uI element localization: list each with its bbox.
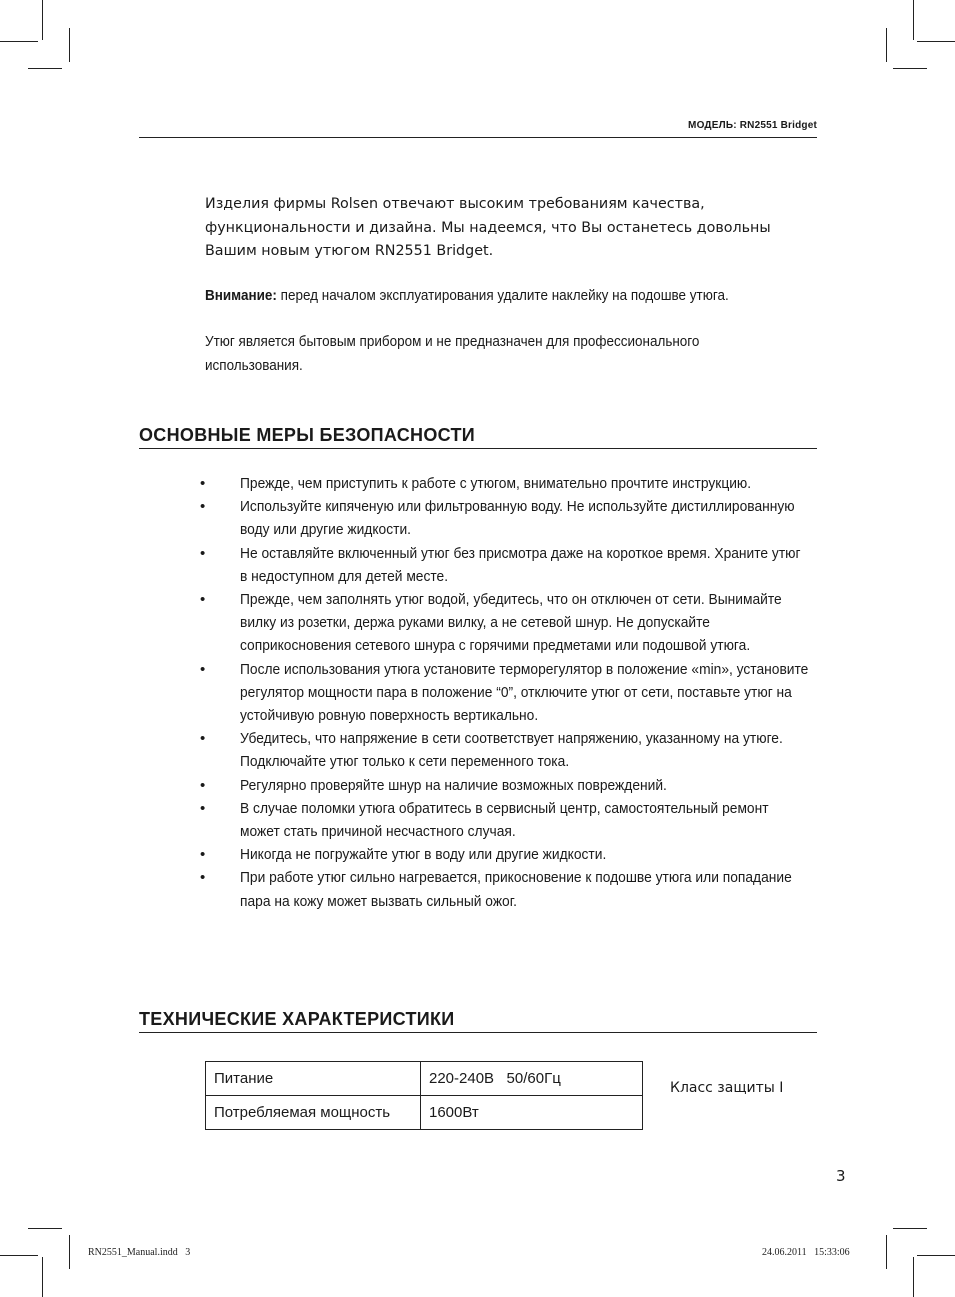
crop-mark (69, 1235, 70, 1269)
list-item: • Прежде, чем приступить к работе с утюгом, внимательно прочтите инструкцию. (200, 472, 812, 495)
table-row (206, 1062, 643, 1096)
list-item: • Регулярно проверяйте шнур на наличие возможных повреждений. (200, 774, 812, 797)
safety-title: ОСНОВНЫЕ МЕРЫ БЕЗОПАСНОСТИ (139, 424, 817, 449)
crop-mark (42, 0, 43, 40)
bullet-icon: • (200, 776, 206, 794)
safety-list (200, 472, 812, 913)
crop-mark (42, 1257, 43, 1297)
list-item: • Не оставляйте включенный утюг без присмотра даже на короткое время. Храните утюг в недоступном для детей месте. (200, 542, 812, 588)
list-item: • При работе утюг сильно нагревается, прикосновение к подошве утюга или попадание пара на кожу может вызвать сильный ожог. (200, 866, 812, 912)
crop-mark (28, 1228, 62, 1229)
bullet-icon: • (200, 660, 206, 678)
table-row (206, 1096, 643, 1130)
intro-paragraph: Изделия фирмы Rolsen отвечают высоким требованиям качества, функциональности и дизайна. Мы надеемся, что Вы останетесь довольны Вашим новым утюгом RN2551 Bridget. (205, 196, 771, 259)
crop-mark (893, 1228, 927, 1229)
bullet-icon: • (200, 544, 206, 562)
bullet-icon: • (200, 498, 206, 516)
spec-label: Потребляемая мощность (206, 1096, 421, 1130)
list-item: • Убедитесь, что напряжение в сети соответствует напряжению, указанному на утюге. Подключайте утюг только к сети переменного тока. (200, 727, 812, 773)
header-rule (139, 137, 817, 138)
crop-mark (913, 1257, 914, 1297)
spec-label: Питание (206, 1062, 421, 1096)
list-item: • Используйте кипяченую или фильтрованную воду. Не используйте дистиллированную воду или другие жидкости. (200, 495, 812, 541)
crop-mark (0, 1255, 38, 1256)
list-item: • После использования утюга установите терморегулятор в положение «min», установите регулятор мощности пара в положение “0”, отключите утюг от сети, поставьте утюг на устойчивую ровную поверхность вертикально. (200, 658, 812, 728)
page-number: 3 (836, 1167, 846, 1185)
list-item: • Прежде, чем заполнять утюг водой, убедитесь, что он отключен от сети. Вынимайте вилку из розетки, держа руками вилку, а не сетевой шнур. Не допускайте соприкосновения сетевого шнура с горячими предметами или подошвой утюга. (200, 588, 812, 658)
bullet-icon: • (200, 846, 206, 864)
spec-value: 220-240В 50/60Гц (421, 1062, 643, 1096)
list-item: • Никогда не погружайте утюг в воду или другие жидкости. (200, 843, 812, 866)
file-slug: RN2551_Manual.indd 3 (88, 1247, 191, 1258)
crop-mark (917, 41, 955, 42)
bullet-icon: • (200, 869, 206, 887)
crop-mark (886, 28, 887, 62)
crop-mark (28, 68, 62, 69)
attention-text: перед началом эксплуатирования удалите наклейку на подошве утюга. (276, 288, 729, 304)
protection-class: Класс защиты I (670, 1080, 784, 1096)
bullet-icon: • (200, 475, 206, 492)
attention-note (205, 285, 777, 309)
crop-mark (886, 1235, 887, 1269)
bullet-icon: • (200, 591, 206, 609)
crop-mark (69, 28, 70, 62)
date-slug: 24.06.2011 15:33:06 (762, 1247, 850, 1258)
crop-mark (917, 1255, 955, 1256)
crop-mark (913, 0, 914, 40)
bullet-icon: • (200, 730, 206, 748)
specs-title: ТЕХНИЧЕСКИЕ ХАРАКТЕРИСТИКИ (139, 1008, 817, 1033)
specs-table (205, 1061, 643, 1130)
household-note: Утюг является бытовым прибором и не предназначен для профессионального использования. (205, 334, 700, 374)
attention-label: Внимание: (205, 288, 277, 304)
crop-mark (0, 41, 38, 42)
crop-mark (893, 68, 927, 69)
model-header: МОДЕЛЬ: RN2551 Bridget (688, 120, 817, 131)
bullet-icon: • (200, 799, 206, 817)
spec-value: 1600Вт (421, 1096, 643, 1130)
list-item: • В случае поломки утюга обратитесь в сервисный центр, самостоятельный ремонт может стать причиной несчастного случая. (200, 797, 812, 843)
